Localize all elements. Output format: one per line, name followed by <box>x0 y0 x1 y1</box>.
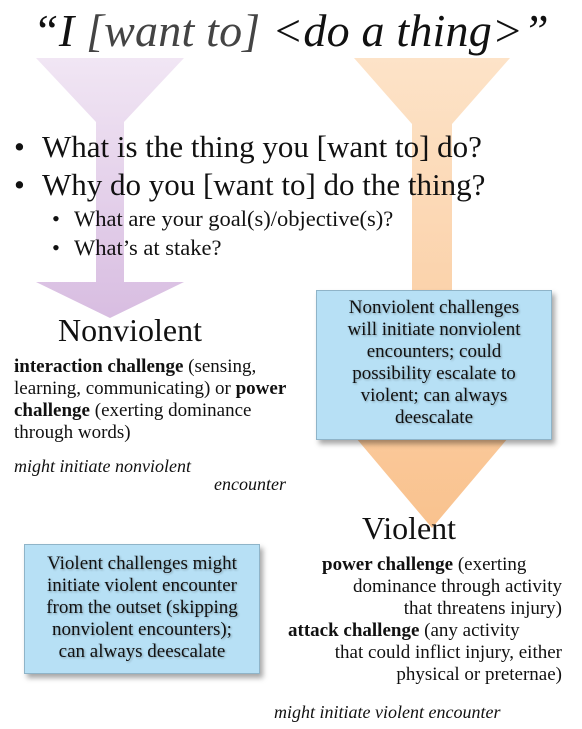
sub-list-item: • What are your goal(s)/objective(s)? <box>52 206 394 231</box>
violent-description: power challenge (exerting dominance through activity that threatens injury) attack challenge (any activity that could inflict injury, either physical or preternae) <box>288 554 562 685</box>
list-item: • What is the thing you [want to] do? <box>14 129 482 164</box>
nonviolent-note: might initiate nonviolent <box>14 456 191 476</box>
nonviolent-heading: Nonviolent <box>58 312 202 348</box>
page-title: “I [want to] <do a thing>” <box>33 5 549 56</box>
violent-heading: Violent <box>362 510 457 546</box>
nonviolent-note-continued: encounter <box>214 474 286 494</box>
nonviolent-info-box: Nonviolent challenges will initiate nonviolent encounters; could possibility escalate to violent; can always deescalate <box>316 290 552 440</box>
sub-list-item: • What’s at stake? <box>52 235 222 260</box>
violent-info-box: Violent challenges might initiate violent encounter from the outset (skipping nonviolent encounters); can always deescalate <box>24 544 260 674</box>
violent-note: might initiate violent encounter <box>274 702 501 722</box>
list-item: • Why do you [want to] do the thing? <box>14 167 486 202</box>
question-list <box>14 128 574 262</box>
nonviolent-description: interaction challenge (sensing, learning, communicating) or power challenge (exerting dominance through words) <box>14 356 286 443</box>
